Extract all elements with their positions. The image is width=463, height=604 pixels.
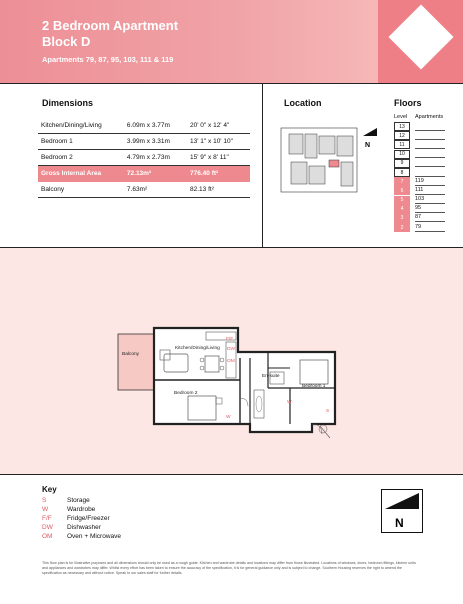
label-balcony: Balcony (122, 352, 140, 357)
floor-level: 8 (394, 168, 410, 177)
floor-apartment (415, 150, 445, 158)
floor-apartment: 87 (415, 214, 445, 222)
location-highlight (329, 160, 339, 167)
floor-row (394, 140, 445, 149)
floor-row (394, 186, 445, 195)
dimensions-imperial: 13' 1" x 10' 10" (187, 134, 250, 150)
divider-top (0, 83, 463, 84)
key-code: W (42, 506, 49, 513)
floor-level: 5 (394, 196, 410, 205)
key-heading: Key (42, 485, 57, 494)
key-description: Fridge/Freezer (67, 515, 110, 522)
key-code: S (42, 497, 47, 504)
dimensions-imperial: 82.13 ft² (187, 182, 250, 198)
label-w-bed1: W (287, 400, 292, 405)
key-description: Oven + Microwave (67, 533, 122, 540)
floor-apartment: 119 (415, 178, 445, 186)
dimensions-name: Bedroom 2 (38, 150, 124, 166)
floor-level: 7 (394, 177, 410, 186)
logo (378, 0, 463, 83)
key-item (42, 515, 121, 524)
dimensions-imperial: 15' 9" x 8' 11" (187, 150, 250, 166)
dimensions-row (38, 182, 250, 198)
key-description: Dishwasher (67, 524, 101, 531)
floor-row (394, 159, 445, 168)
floor-apartment (415, 123, 445, 131)
floor-row (394, 122, 445, 131)
floor-level: 11 (394, 140, 410, 149)
dimensions-table (38, 118, 250, 198)
label-s: S (326, 409, 330, 414)
header-banner (0, 0, 378, 83)
north-arrow-small-icon (363, 128, 377, 150)
dimensions-heading: Dimensions (42, 98, 94, 108)
floor-row (394, 196, 445, 205)
floorplan (0, 248, 463, 474)
dimensions-row (38, 150, 250, 166)
disclaimer: This floor plan is for illustrative purposes and all dimensions should only be used as a rough guide. Kitchen and wardrobe details and locations may differ from those illustrated. Locations of windows, doors, bedroom fittings, kitchen units and appliances and wardrobes may differ. Whilst every effort has been taken to ensure the accuracy of the specification, it is for general guidance only and is subject to change. Southern Housing reserves the right to amend the specification as necessary and without notice. Speak to our sales staff for further details. (42, 561, 416, 575)
floor-row (394, 150, 445, 159)
floor-row (394, 214, 445, 223)
floor-level: 4 (394, 205, 410, 214)
location-heading: Location (284, 98, 322, 108)
location-map (279, 122, 359, 198)
label-bedroom1: Bedroom 1 (302, 384, 326, 389)
key-description: Storage (67, 497, 90, 504)
block-title: Block D (42, 34, 91, 49)
divider-plan-bottom (0, 474, 463, 475)
floor-level: 6 (394, 186, 410, 195)
label-om: OM (227, 359, 235, 364)
floor-row (394, 168, 445, 177)
floor-row (394, 131, 445, 140)
floors-level-header: Level (394, 114, 408, 120)
north-label: N (395, 516, 404, 530)
floor-level: 13 (394, 122, 410, 131)
floor-level: 12 (394, 131, 410, 140)
floor-apartment: 111 (415, 187, 445, 195)
dimensions-name: Bedroom 1 (38, 134, 124, 150)
dimensions-name: Gross Internal Area (38, 166, 124, 182)
key-code: OM (42, 533, 53, 540)
floor-apartment (415, 159, 445, 167)
key-code: F/F (42, 515, 52, 522)
floor-apartment (415, 132, 445, 140)
dimensions-row (38, 118, 250, 134)
dimensions-metric: 7.63m² (124, 182, 187, 198)
dimensions-name: Kitchen/Dining/Living (38, 118, 124, 134)
floor-apartment: 103 (415, 196, 445, 204)
dimensions-metric: 4.79m x 2.73m (124, 150, 187, 166)
label-kitchen: Kitchen/Dining/Living (175, 346, 220, 351)
key-item (42, 524, 121, 533)
floor-level: 9 (394, 159, 410, 168)
label-dw: DW (227, 347, 235, 352)
key-list (42, 497, 121, 542)
dimensions-metric: 6.09m x 3.77m (124, 118, 187, 134)
divider-vertical (262, 83, 263, 247)
key-description: Wardrobe (67, 506, 96, 513)
dimensions-imperial: 20' 0" x 12' 4" (187, 118, 250, 134)
label-bedroom2: Bedroom 2 (174, 391, 198, 396)
key-code: DW (42, 524, 53, 531)
key-item (42, 533, 121, 542)
dimensions-imperial: 776.40 ft² (187, 166, 250, 182)
floors-heading: Floors (394, 98, 422, 108)
floors-apartments-header: Apartments (415, 114, 444, 120)
floor-apartment: 79 (415, 224, 445, 232)
floor-row (394, 205, 445, 214)
floor-row (394, 223, 445, 232)
balcony-area (118, 334, 154, 390)
floor-apartment (415, 141, 445, 149)
page-title: 2 Bedroom Apartment (42, 18, 179, 33)
floor-row (394, 177, 445, 186)
label-ff: F/F (226, 337, 234, 342)
floor-apartment: 95 (415, 205, 445, 213)
diamond-logo-icon (388, 4, 453, 69)
label-w-bed2: W (226, 415, 231, 420)
dimensions-metric: 3.99m x 3.31m (124, 134, 187, 150)
dimensions-metric: 72.13m² (124, 166, 187, 182)
dimensions-row (38, 166, 250, 182)
dimensions-row (38, 134, 250, 150)
north-arrow (381, 489, 423, 533)
floor-level: 2 (394, 223, 410, 232)
dimensions-name: Balcony (38, 182, 124, 198)
floors-list (394, 114, 445, 232)
north-arrow-icon (382, 490, 422, 532)
key-item (42, 497, 121, 506)
label-ensuite: En-suite (262, 374, 280, 379)
key-item (42, 506, 121, 515)
floor-level: 3 (394, 214, 410, 223)
floor-apartment (415, 169, 445, 177)
floor-level: 10 (394, 150, 410, 159)
apartments-subtitle: Apartments 79, 87, 95, 103, 111 & 119 (42, 55, 174, 64)
svg-text:N: N (365, 142, 371, 149)
